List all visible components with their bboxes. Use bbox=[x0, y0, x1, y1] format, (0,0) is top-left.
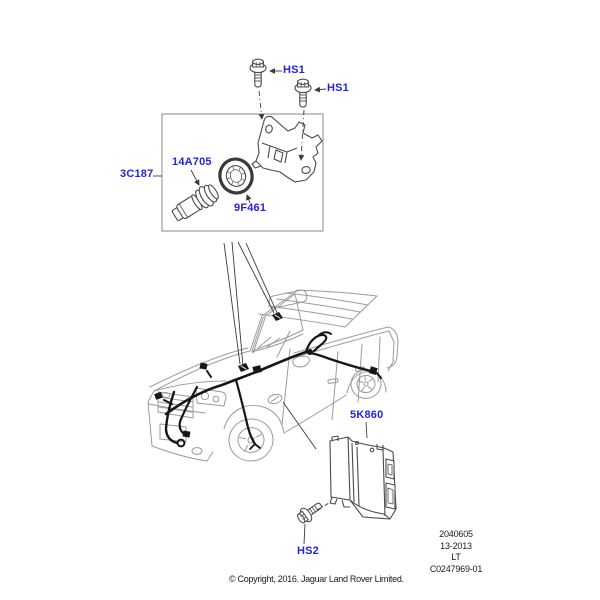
mounting-bracket-drawing bbox=[252, 116, 322, 182]
callout-hs1-lower[interactable]: HS1 bbox=[327, 82, 349, 94]
sensor-drawing bbox=[169, 181, 222, 225]
callout-grommet-9f461[interactable]: 9F461 bbox=[234, 202, 267, 214]
bolt-hs1-lower-drawing bbox=[295, 79, 311, 107]
drawing-info-block bbox=[408, 529, 504, 575]
callout-module-5k860[interactable]: 5K860 bbox=[350, 409, 384, 421]
drawing-number: 2040605 bbox=[439, 529, 473, 539]
grommet-drawing bbox=[216, 155, 257, 197]
bolt-hs2-drawing bbox=[295, 498, 325, 526]
callout-hs1-upper[interactable]: HS1 bbox=[283, 64, 305, 76]
copyright-notice: © Copyright, 2016. Jaguar Land Rover Limited. bbox=[229, 574, 404, 584]
callout-sensor-14a705[interactable]: 14A705 bbox=[172, 156, 212, 168]
drawing-reference-code: C0247969-01 bbox=[429, 563, 483, 574]
bolt-hs1-upper-drawing bbox=[250, 59, 266, 87]
callout-assembly-3c187[interactable]: 3C187 bbox=[120, 168, 154, 180]
drawing-market-code: LT bbox=[451, 552, 461, 562]
cowl-clip bbox=[238, 363, 249, 372]
drawing-date-code: 13-2013 bbox=[440, 540, 472, 551]
callout-hs2[interactable]: HS2 bbox=[297, 545, 319, 557]
wiring-harness-drawing bbox=[154, 312, 384, 449]
control-module-drawing bbox=[330, 436, 396, 519]
